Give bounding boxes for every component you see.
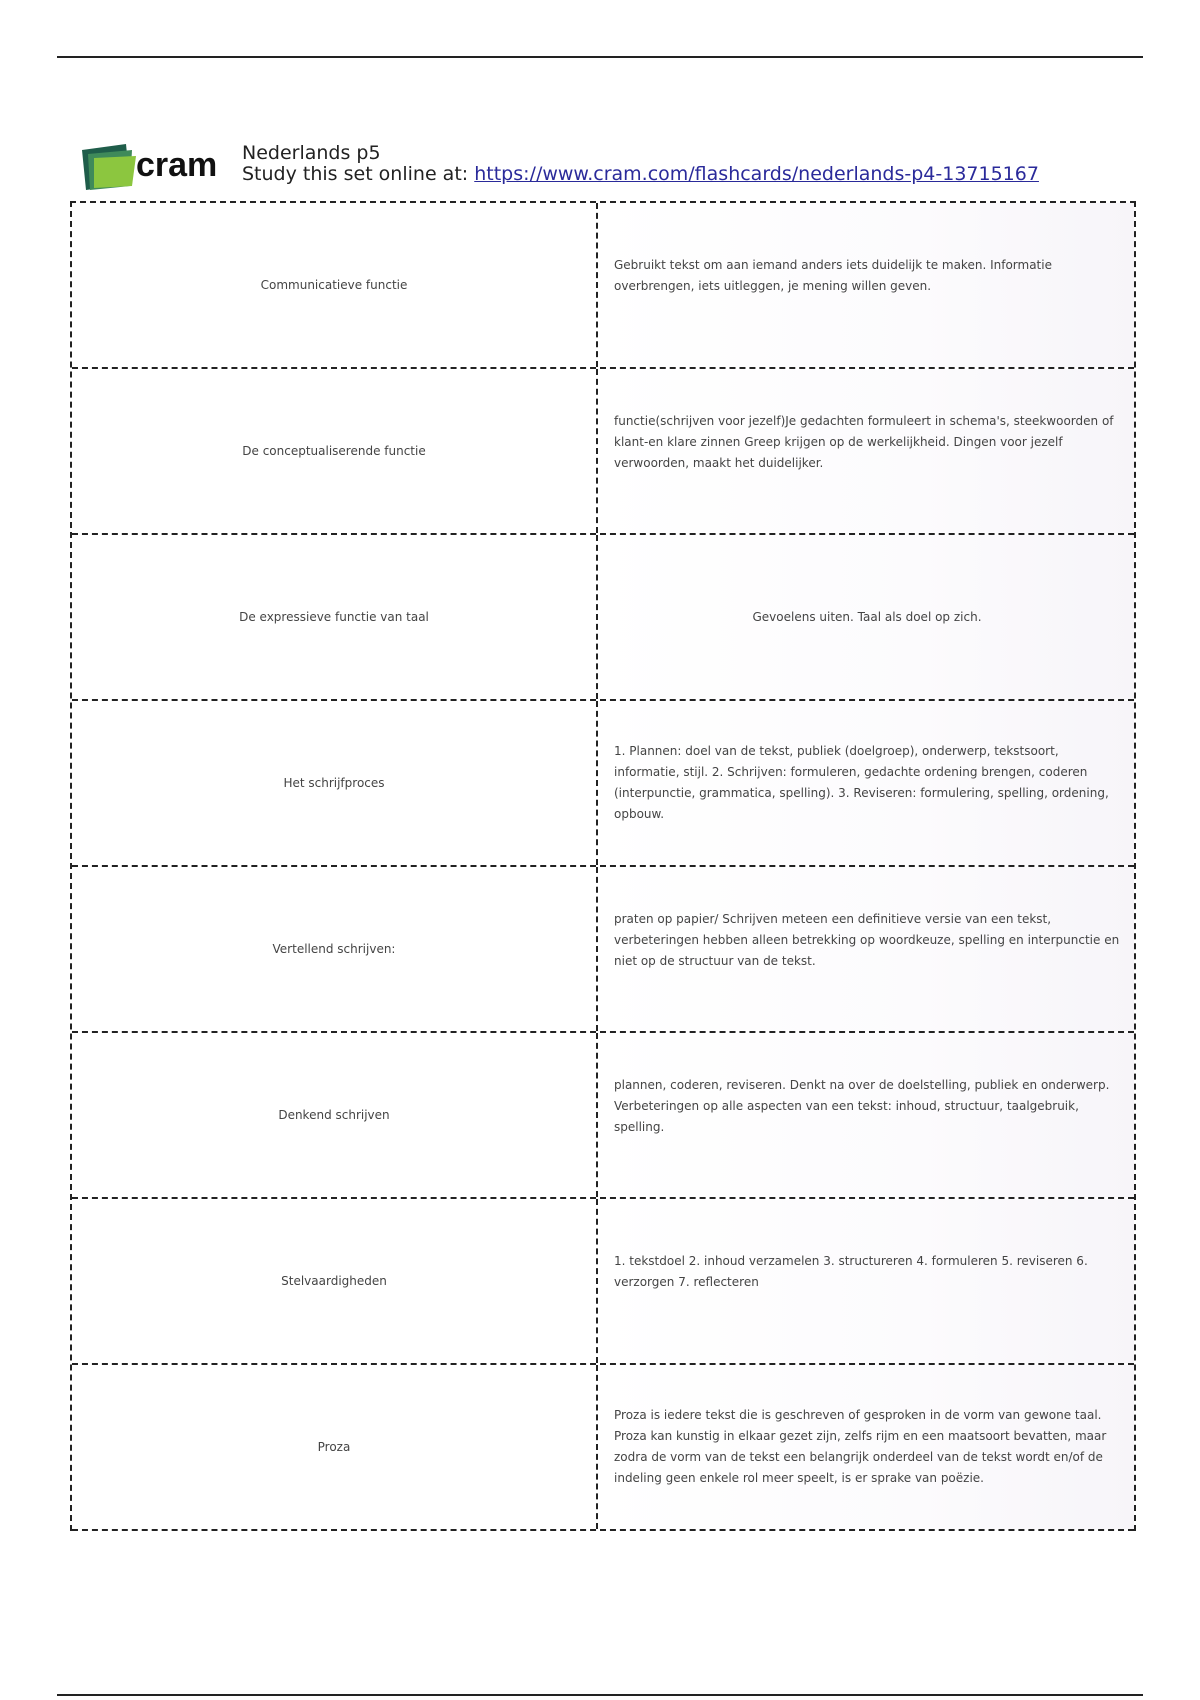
card-definition-text: Gevoelens uiten. Taal als doel op zich.: [752, 609, 982, 624]
top-rule: [57, 56, 1143, 58]
card-definition-text: Proza is iedere tekst die is geschreven of gesproken in de vorm van gewone taal. Proza kan kunstig in elkaar gezet zijn, zelfs rijm en een maatsoort bevatten, maar zodra de vorm van de tekst een belangrijk onderdeel van de tekst wordt en/of de indeling geen enkele rol meer speelt, is er sprake van poëzie.: [614, 1408, 1107, 1485]
flashcard-table: [70, 201, 1136, 1531]
card-term: Vertellend schrijven:: [72, 867, 598, 1031]
card-definition-text: functie(schrijven voor jezelf)Je gedachten formuleert in schema's, steekwoorden of klant-en klare zinnen Greep krijgen op de werkelijkheid. Dingen voor jezelf verwoorden, maakt het duidelijker.: [614, 413, 1114, 470]
card-term: Het schrijfproces: [72, 701, 598, 865]
card-definition-text: plannen, coderen, reviseren. Denkt na over de doelstelling, publiek en onderwerp. Verbeteringen op alle aspecten van een tekst: inhoud, structuur, taalgebruik, spelling.: [614, 1077, 1110, 1134]
set-title: Nederlands p5: [242, 142, 381, 164]
flashcard-row: [72, 1365, 1134, 1531]
flashcard-row: [72, 369, 1134, 535]
card-definition-text: 1. tekstdoel 2. inhoud verzamelen 3. structureren 4. formuleren 5. reviseren 6. verzorgen 7. reflecteren: [614, 1254, 1088, 1289]
card-definition: [598, 369, 1134, 533]
flashcard-row: [72, 535, 1134, 701]
card-definition-text: praten op papier/ Schrijven meteen een definitieve versie van een tekst, verbeteringen hebben alleen betrekking op woordkeuze, spelling en interpunctie en niet op de structuur van de tekst.: [614, 911, 1120, 968]
card-term: Stelvaardigheden: [72, 1199, 598, 1363]
card-definition: [598, 1033, 1134, 1197]
card-definition-text: 1. Plannen: doel van de tekst, publiek (doelgroep), onderwerp, tekstsoort, informatie, stijl. 2. Schrijven: formuleren, gedachte ordening brengen, coderen (interpunctie, grammatica, spelling). 3. Reviseren: formulering, spelling, ordening, opbouw.: [614, 744, 1109, 821]
flashcard-row: [72, 1199, 1134, 1365]
card-definition-text: Gebruikt tekst om aan iemand anders iets duidelijk te maken. Informatie overbrengen, iets uitleggen, je mening willen geven.: [614, 258, 1052, 293]
flashcard-row: [72, 203, 1134, 369]
cram-logo: [78, 140, 230, 192]
study-prefix: Study this set online at:: [242, 163, 469, 185]
set-url-link[interactable]: https://www.cram.com/flashcards/nederlands-p4-13715167: [474, 163, 1039, 185]
card-definition: [598, 203, 1134, 367]
card-term: De conceptualiserende functie: [72, 369, 598, 533]
card-definition: [598, 1199, 1134, 1363]
cram-logo-text: cram: [136, 146, 218, 184]
page-header: [78, 140, 1148, 192]
card-term: Proza: [72, 1365, 598, 1529]
flashcard-row: [72, 867, 1134, 1033]
study-online-line: [242, 162, 1039, 186]
card-definition: [598, 1365, 1134, 1529]
bottom-rule: [57, 1694, 1143, 1696]
card-definition: [598, 867, 1134, 1031]
flashcard-row: [72, 701, 1134, 867]
card-definition: [598, 701, 1134, 865]
card-term: Denkend schrijven: [72, 1033, 598, 1197]
card-term: Communicatieve functie: [72, 203, 598, 367]
card-term: De expressieve functie van taal: [72, 535, 598, 699]
card-definition: [598, 535, 1134, 699]
flashcard-row: [72, 1033, 1134, 1199]
